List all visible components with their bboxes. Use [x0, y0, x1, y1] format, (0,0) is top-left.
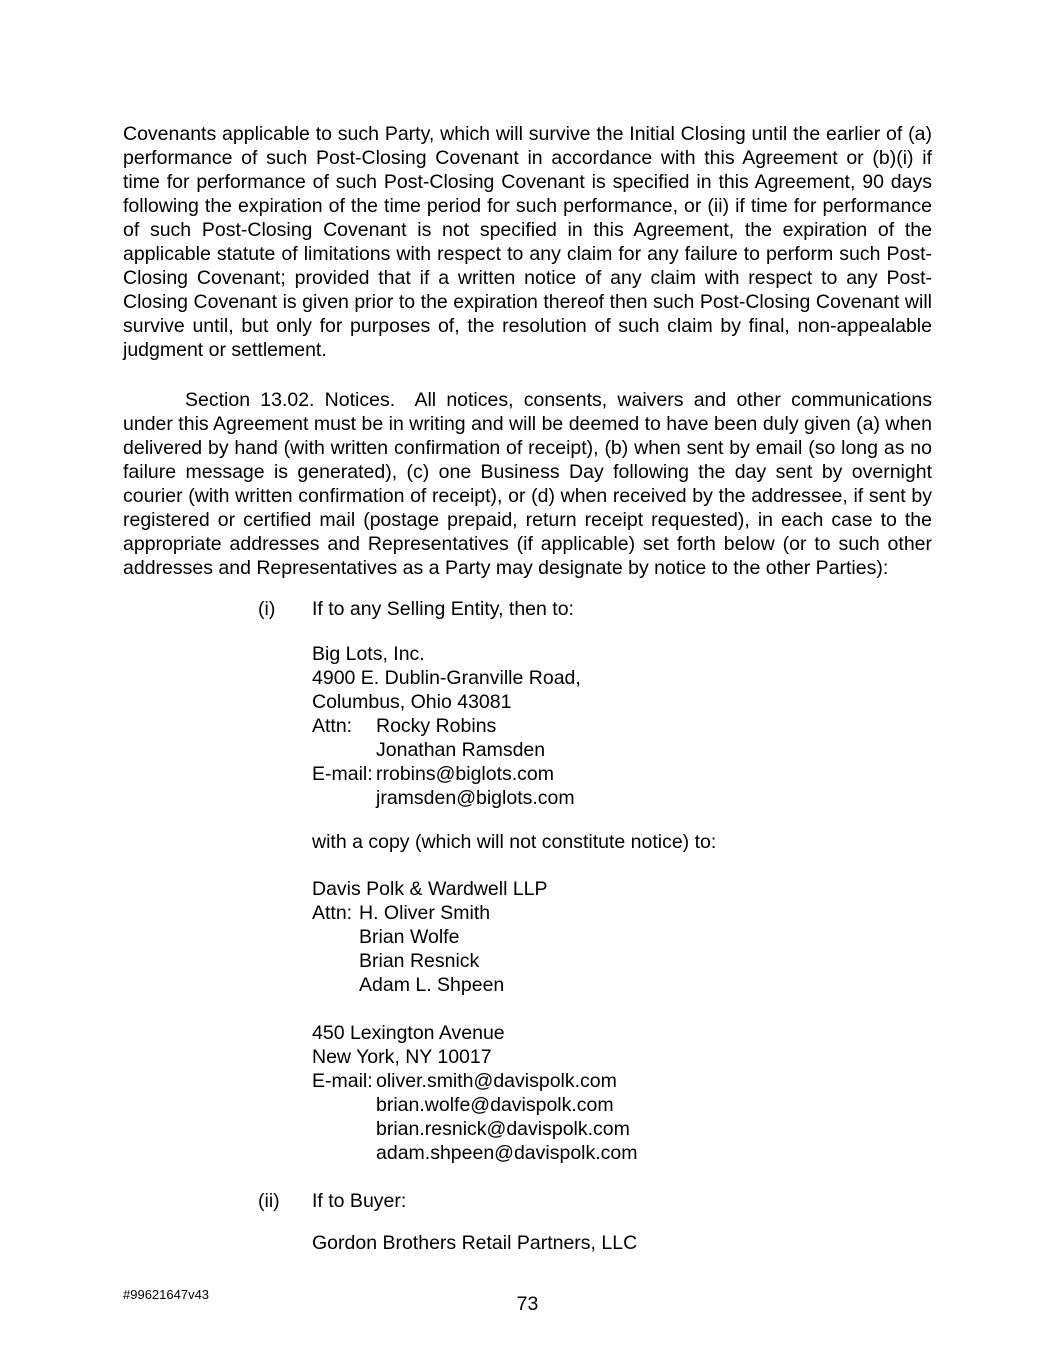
copy-firm-block — [312, 877, 932, 997]
attn-name: Adam L. Shpeen — [359, 974, 505, 996]
attn-name: Brian Resnick — [359, 950, 480, 972]
page-number: 73 — [516, 1293, 539, 1315]
document-version-tag: #99621647v43 — [123, 1287, 210, 1302]
selling-entity-city: Columbus, Ohio 43081 — [312, 691, 512, 713]
copy-firm-attn-row — [312, 901, 932, 925]
copy-firm-email-row — [312, 1069, 932, 1093]
attn-name: H. Oliver Smith — [359, 902, 491, 924]
selling-entity-email-row — [312, 762, 932, 786]
attn-label: Attn: — [312, 902, 353, 924]
page-content — [123, 122, 932, 1316]
email-address: brian.wolfe@davispolk.com — [376, 1094, 614, 1116]
email-label: E-mail: — [312, 763, 373, 785]
selling-entity-street: 4900 E. Dublin-Granville Road, — [312, 667, 581, 689]
attn-name: Brian Wolfe — [359, 926, 460, 948]
copy-firm-street: 450 Lexington Avenue — [312, 1022, 505, 1044]
copy-notice-line: with a copy (which will not constitute notice) to: — [312, 831, 717, 853]
clause-i-row — [123, 597, 932, 621]
clause-ii-marker: (ii) — [258, 1190, 280, 1212]
section-13-02-notices-paragraph: Section 13.02. Notices. All notices, consents, waivers and other communications under this Agreement must be in writing and will be deemed to have been duly given (a) when delivered by hand (with written confirmation of receipt), (b) when sent by email (so long as no failure message is generated), (c) one Business Day following the day sent by overnight courier (with written confirmation of receipt), or (d) when received by the addressee, if sent by registered or certified mail (postage prepaid, return receipt requested), in each case to the appropriate addresses and Representatives (if applicable) set forth below (or to such other addresses and Representatives as a Party may designate by notice to the other Parties): — [123, 389, 932, 579]
selling-entity-company: Big Lots, Inc. — [312, 643, 425, 665]
email-address: rrobins@biglots.com — [376, 763, 555, 785]
email-address: brian.resnick@davispolk.com — [376, 1118, 630, 1140]
buyer-company: Gordon Brothers Retail Partners, LLC — [312, 1232, 638, 1254]
clause-i-heading: If to any Selling Entity, then to: — [312, 598, 574, 620]
attn-name: Rocky Robins — [376, 715, 497, 737]
email-address: adam.shpeen@davispolk.com — [376, 1142, 638, 1164]
selling-entity-attn-row — [312, 714, 932, 738]
clause-ii-row — [123, 1189, 932, 1213]
covenants-survival-paragraph: Covenants applicable to such Party, which will survive the Initial Closing until the earlier of (a) performance of such Post-Closing Covenant in accordance with this Agreement or (b)(i) if time for performance of such Post-Closing Covenant is specified in this Agreement, 90 days following the expiration of the time period for such performance, or (ii) if time for performance of such Post-Closing Covenant is not specified in this Agreement, the expiration of the applicable statute of limitations with respect to any claim for any failure to perform such Post-Closing Covenant; provided that if a written notice of any claim with respect to any Post-Closing Covenant is given prior to the expiration thereof then such Post-Closing Covenant will survive until, but only for purposes of, the resolution of such claim by final, non-appealable judgment or settlement. — [123, 123, 932, 361]
email-address: oliver.smith@davispolk.com — [376, 1070, 617, 1092]
email-address: jramsden@biglots.com — [376, 787, 575, 809]
attn-name: Jonathan Ramsden — [376, 739, 546, 761]
attn-label: Attn: — [312, 715, 353, 737]
copy-firm-city: New York, NY 10017 — [312, 1046, 492, 1068]
clause-i-marker: (i) — [258, 598, 276, 620]
selling-entity-address-block — [312, 642, 932, 810]
clause-ii-heading: If to Buyer: — [312, 1190, 407, 1212]
email-label: E-mail: — [312, 1070, 373, 1092]
copy-firm-name: Davis Polk & Wardwell LLP — [312, 878, 548, 900]
copy-firm-address-block — [312, 1021, 932, 1165]
